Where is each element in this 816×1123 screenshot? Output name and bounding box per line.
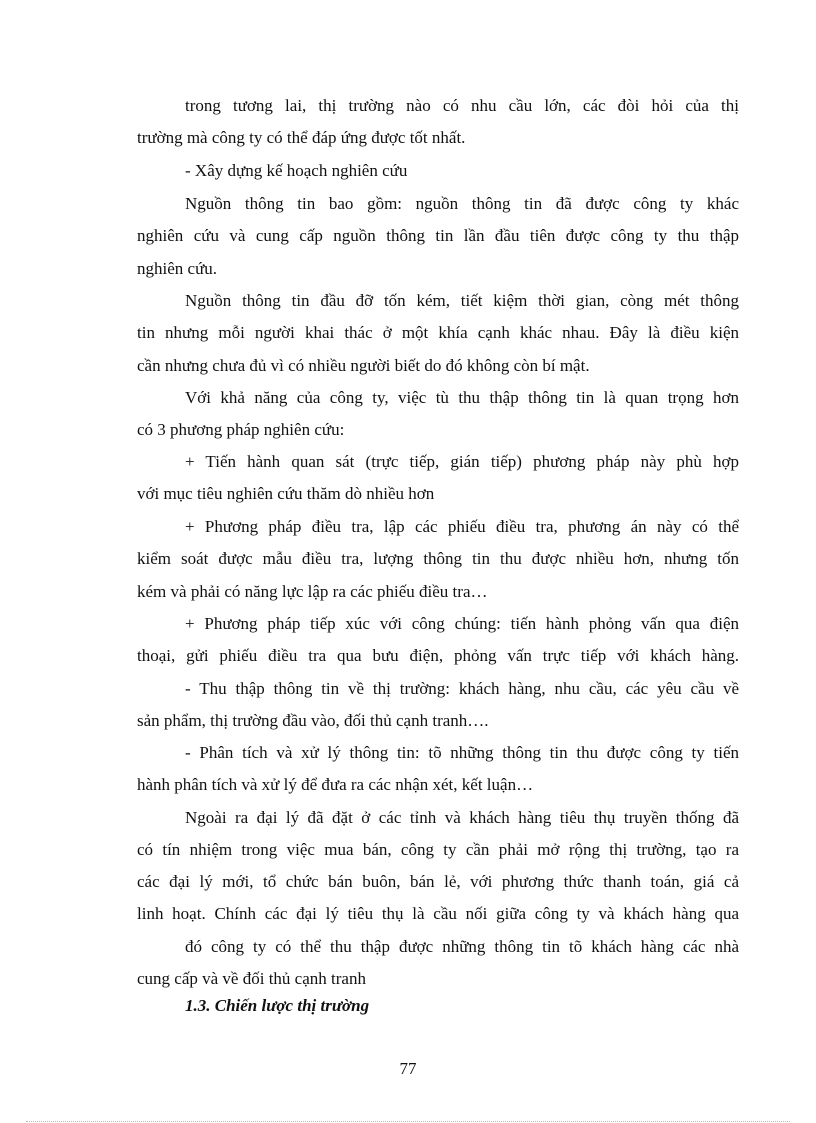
text-line: các đại lý mới, tổ chức bán buôn, bán lẻ, với phương thức thanh toán, giá cả <box>137 872 739 891</box>
text-line: nghiên cứu. <box>137 259 218 278</box>
text-line: trong tương lai, thị trường nào có nhu cầu lớn, các đòi hỏi của thị <box>185 96 739 115</box>
text-line: có 3 phương pháp nghiên cứu: <box>137 420 345 439</box>
text-line: đó công ty có thể thu thập được những thông tin tõ khách hàng các nhà <box>185 937 739 956</box>
text-line: cung cấp và về đối thủ cạnh tranh <box>137 969 366 988</box>
section-heading: 1.3. Chiến lược thị trường <box>185 996 370 1015</box>
text-line: + Tiến hành quan sát (trực tiếp, gián tiếp) phương pháp này phù hợp <box>185 452 739 471</box>
text-line: tin nhưng mỗi người khai thác ở một khía cạnh khác nhau. Đây là điều kiện <box>137 323 739 342</box>
text-line: thoại, gửi phiếu điều tra qua bưu điện, phỏng vấn trực tiếp với khách hàng. <box>137 646 739 665</box>
text-line: nghiên cứu và cung cấp nguồn thông tin lần đầu tiên được công ty thu thập <box>137 226 739 245</box>
text-line: linh hoạt. Chính các đại lý tiêu thụ là cầu nối giữa công ty và khách hàng qua <box>137 904 739 923</box>
text-line: với mục tiêu nghiên cứu thăm dò nhiều hơn <box>137 484 435 503</box>
text-line: Ngoài ra đại lý đã đặt ở các tỉnh và khách hàng tiêu thụ truyền thống đã <box>185 808 739 827</box>
text-line: Với khả năng của công ty, việc tù thu thập thông tin là quan trọng hơn <box>185 388 739 407</box>
text-line: Nguồn thông tin bao gồm: nguồn thông tin đã được công ty khác <box>185 194 739 213</box>
text-line: - Phân tích và xử lý thông tin: tõ những thông tin thu được công ty tiến <box>185 743 739 762</box>
text-line: Nguồn thông tin đầu đỡ tốn kém, tiết kiệm thời gian, còng mét thông <box>185 291 739 310</box>
text-line: + Phương pháp điều tra, lập các phiếu điều tra, phương án này có thể <box>185 517 739 536</box>
text-line: + Phương pháp tiếp xúc với công chúng: tiến hành phỏng vấn qua điện <box>185 614 739 633</box>
text-line: có tín nhiệm trong việc mua bán, công ty cần phải mở rộng thị trường, tạo ra <box>137 840 739 859</box>
text-line: hành phân tích và xử lý để đưa ra các nhận xét, kết luận… <box>137 775 534 794</box>
page-bottom-divider <box>26 1121 790 1122</box>
text-line: kiểm soát được mẫu điều tra, lượng thông tin thu được nhiều hơn, nhưng tốn <box>137 549 739 568</box>
text-line: - Thu thập thông tin về thị trường: khách hàng, nhu cầu, các yêu cầu về <box>185 679 739 698</box>
text-line: sản phẩm, thị trường đầu vào, đối thủ cạnh tranh…. <box>137 711 489 730</box>
text-line: - Xây dựng kế hoạch nghiên cứu <box>185 161 408 180</box>
text-line: kém và phải có năng lực lập ra các phiếu điều tra… <box>137 582 488 601</box>
text-line: trường mà công ty có thể đáp ứng được tốt nhất. <box>137 128 466 147</box>
page-number: 77 <box>399 1059 417 1078</box>
text-line: cần nhưng chưa đủ vì có nhiều người biết do đó không còn bí mật. <box>137 356 590 375</box>
